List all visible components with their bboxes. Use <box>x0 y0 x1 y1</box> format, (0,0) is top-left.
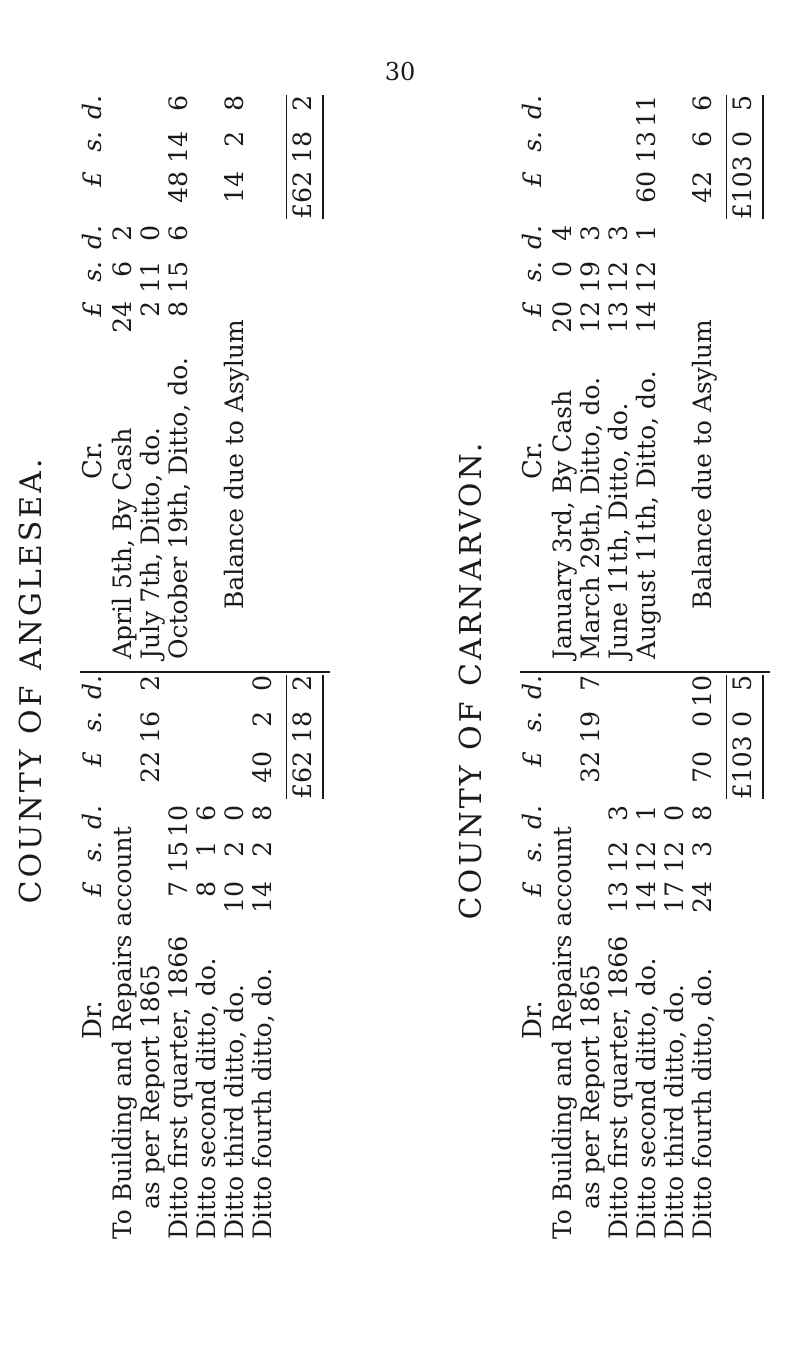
debit-item-1: Ditto first quarter, 1866 <box>604 935 633 1239</box>
debit-item-3: Ditto third ditto, do. <box>660 984 689 1239</box>
credit-subtotal-line: 48 14 6 <box>164 95 193 203</box>
cr-heading: Cr. <box>78 441 108 479</box>
debit-outer-header: £ s. d. <box>78 675 107 767</box>
credit-outer-header: £ s. d. <box>518 95 547 187</box>
credit-total: £103 0 5 <box>728 95 757 219</box>
debit-item-3-amount: 17 12 0 <box>660 805 689 913</box>
debit-item-4: Ditto fourth ditto, do. <box>688 967 717 1239</box>
credit-total: £62 18 2 <box>288 95 317 219</box>
debit-total-rule <box>726 675 727 799</box>
credit-balance: Balance due to Asylum <box>688 319 717 609</box>
credit-item-1: January 3rd, By Cash <box>548 389 577 659</box>
credit-total-double-rule <box>322 95 324 219</box>
credit-item-3: June 11th, Ditto, do. <box>604 402 633 659</box>
debit-item-4-amount: 14 2 8 <box>248 805 277 913</box>
center-divider <box>80 671 330 673</box>
debit-first-amount: 22 16 2 <box>136 675 165 783</box>
cr-heading: Cr. <box>518 441 548 479</box>
credit-item-1: April 5th, By Cash <box>108 427 137 659</box>
credit-subtotal-line: 60 13 11 <box>632 95 661 203</box>
debit-item-3: Ditto third ditto, do. <box>220 984 249 1239</box>
debit-first-line: To Building and Repairs account <box>108 826 137 1239</box>
credit-inner-header: £ s. d. <box>78 225 107 317</box>
credit-subtotal-line-2: 14 2 8 <box>220 95 249 203</box>
page-number: 30 <box>384 58 416 86</box>
debit-outer-header: £ s. d. <box>518 675 547 767</box>
credit-item-4-amount: 14 12 1 <box>632 225 661 333</box>
credit-item-1-amount: 20 0 4 <box>548 225 577 333</box>
credit-item-2-amount: 12 19 3 <box>576 225 605 333</box>
credit-item-3-amount: 13 12 3 <box>604 225 633 333</box>
credit-item-1-amount: 24 6 2 <box>108 225 137 333</box>
debit-total-rule <box>286 675 287 799</box>
debit-item-1-amount: 13 12 3 <box>604 805 633 913</box>
debit-item-1: Ditto first quarter, 1866 <box>164 935 193 1239</box>
credit-total-double-rule <box>762 95 764 219</box>
credit-total-rule <box>286 95 287 219</box>
credit-item-4: August 11th, Ditto, do. <box>632 370 661 659</box>
credit-item-2: March 29th, Ditto, do. <box>576 376 605 659</box>
dr-heading: Dr. <box>78 1000 108 1039</box>
credit-item-2-amount: 2 11 0 <box>136 225 165 317</box>
debit-first-line-cont: as per Report 1865 <box>136 964 165 1209</box>
debit-item-2-amount: 14 12 1 <box>632 805 661 913</box>
debit-subtotal: 70 0 10 <box>688 675 717 783</box>
debit-item-2: Ditto second ditto, do. <box>632 957 661 1239</box>
debit-total: £103 0 5 <box>728 675 757 799</box>
debit-item-1-amount: 7 15 10 <box>164 805 193 897</box>
debit-subtotal: 40 2 0 <box>248 675 277 783</box>
account-title: COUNTY OF ANGLESEA. <box>14 455 49 904</box>
credit-subtotal-line-2: 42 6 6 <box>688 95 717 203</box>
credit-item-3: October 19th, Ditto, do. <box>164 357 193 659</box>
credit-outer-header: £ s. d. <box>78 95 107 187</box>
credit-inner-header: £ s. d. <box>518 225 547 317</box>
credit-total-rule <box>726 95 727 219</box>
debit-inner-header: £ s. d. <box>78 805 107 897</box>
dr-heading: Dr. <box>518 1000 548 1039</box>
center-divider <box>520 671 770 673</box>
debit-first-line: To Building and Repairs account <box>548 826 577 1239</box>
credit-balance: Balance due to Asylum <box>220 319 249 609</box>
debit-total-double-rule <box>322 675 324 799</box>
debit-item-4: Ditto fourth ditto, do. <box>248 967 277 1239</box>
debit-item-3-amount: 10 2 0 <box>220 805 249 913</box>
account-carnarvon <box>440 0 800 1359</box>
debit-first-line-cont: as per Report 1865 <box>576 964 605 1209</box>
debit-item-2: Ditto second ditto, do. <box>192 957 221 1239</box>
debit-inner-header: £ s. d. <box>518 805 547 897</box>
account-title: COUNTY OF CARNARVON. <box>454 439 489 920</box>
debit-total: £62 18 2 <box>288 675 317 799</box>
credit-item-3-amount: 8 15 6 <box>164 225 193 317</box>
debit-total-double-rule <box>762 675 764 799</box>
debit-item-2-amount: 8 1 6 <box>192 805 221 897</box>
credit-item-2: July 7th, Ditto, do. <box>136 427 165 659</box>
debit-first-amount: 32 19 7 <box>576 675 605 783</box>
debit-item-4-amount: 24 3 8 <box>688 805 717 913</box>
